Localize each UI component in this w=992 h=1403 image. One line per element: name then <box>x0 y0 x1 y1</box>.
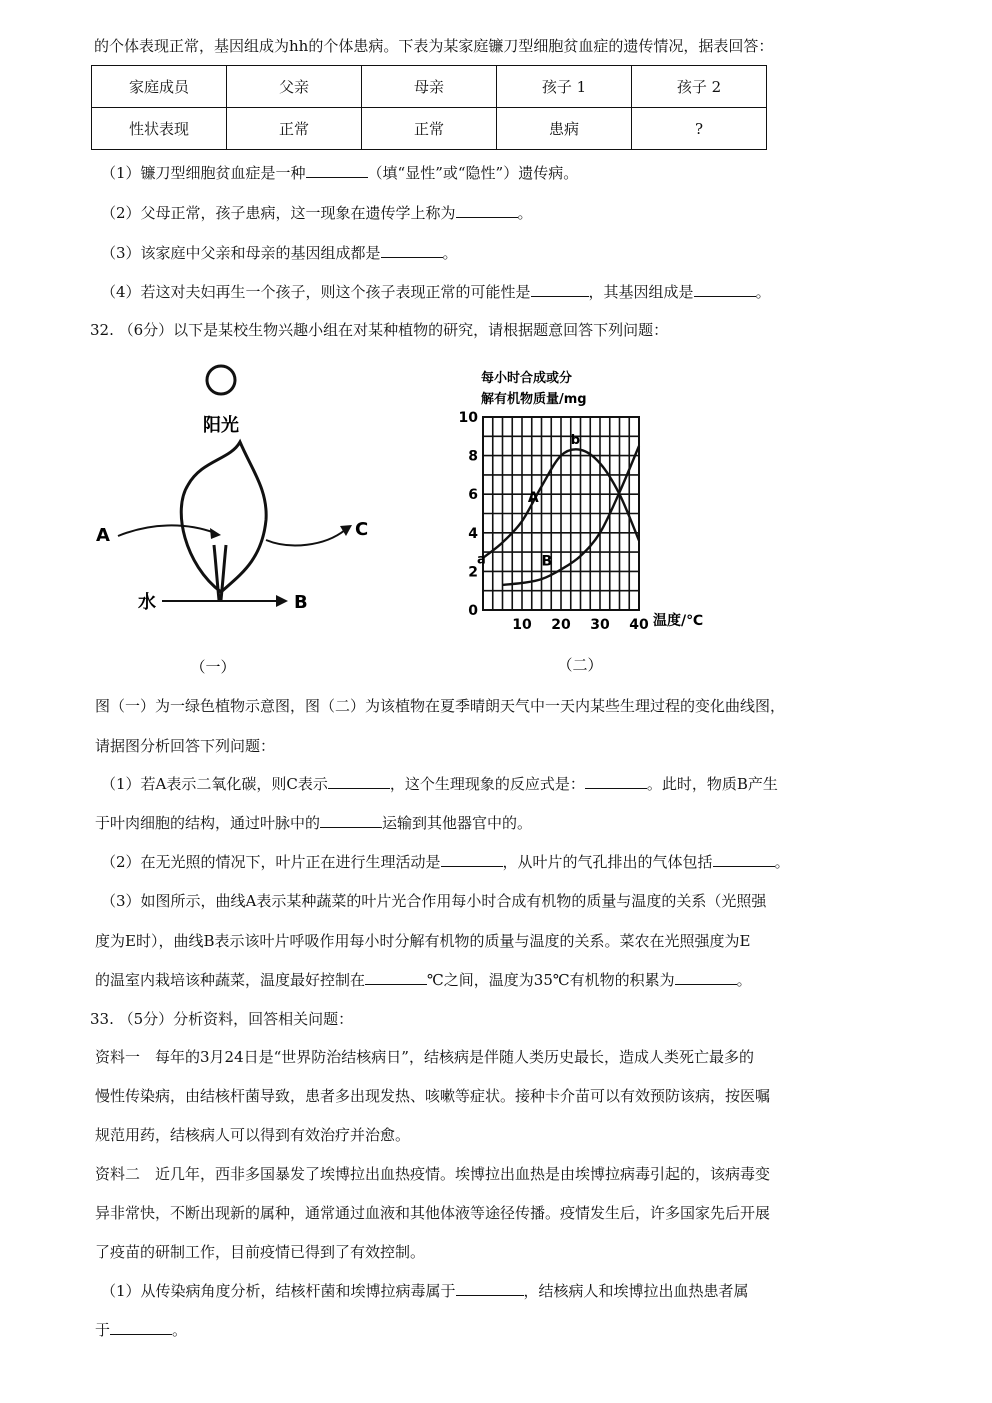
water-label: 水 <box>138 592 156 613</box>
text: 。 <box>736 971 752 989</box>
y-tick-label: 6 <box>468 487 478 504</box>
text: （2）父母正常，孩子患病，这一现象在遗传学上称为 <box>101 204 456 222</box>
text: 于叶肉细胞的结构，通过叶脉中的 <box>95 814 321 832</box>
text: ℃之间，温度为35℃有机物的积累为 <box>427 971 675 989</box>
material1-line2: 慢性传染病，由结核杆菌导致，患者多出现发热、咳嗽等症状。接种卡介苗可以有效预防该病，按医嘱 <box>95 1087 771 1105</box>
table-cell: 正常 <box>362 108 497 150</box>
q32-desc-2: 请据图分析回答下列问题： <box>95 737 276 755</box>
q32-3c <box>95 970 752 990</box>
answer-blank[interactable] <box>381 243 443 258</box>
y-tick-label: 2 <box>468 564 478 581</box>
y-axis-label-line2: 解有机物质量/mg <box>481 392 587 407</box>
text: ，从叶片的气孔排出的气体包括 <box>502 853 713 871</box>
y-tick-label: 8 <box>468 448 478 465</box>
text: 。 <box>442 244 458 262</box>
text: （4）若这对夫妇再生一个孩子，则这个孩子表现正常的可能性是 <box>101 283 531 301</box>
answer-blank[interactable] <box>585 774 647 789</box>
answer-blank[interactable] <box>531 282 589 297</box>
arrowhead <box>210 528 221 539</box>
text: 于 <box>95 1321 111 1339</box>
q31-2 <box>101 203 533 223</box>
text: （2）在无光照的情况下，叶片正在进行生理活动是 <box>101 853 441 871</box>
label-b: B <box>294 592 308 613</box>
y-tick-label: 0 <box>468 603 478 619</box>
q32-title: 32. （6分）以下是某校生物兴趣小组在对某种植物的研究，请根据题意回答下列问题： <box>90 321 669 339</box>
text: （1）从传染病角度分析，结核杆菌和埃博拉病毒属于 <box>101 1282 456 1300</box>
text: 。 <box>172 1321 188 1339</box>
q32-3b: 度为E时），曲线B表示该叶片呼吸作用每小时分解有机物的质量与温度的关系。菜农在光照强度为E <box>95 932 751 950</box>
answer-blank[interactable] <box>456 203 518 218</box>
material2-line1: 资料二 近几年，西非多国暴发了埃博拉出血热疫情。埃博拉出血热是由埃博拉病毒引起的，该病毒变 <box>95 1165 771 1183</box>
table-cell: 正常 <box>227 108 362 150</box>
q32-2 <box>101 852 790 872</box>
table-cell: 父亲 <box>227 66 362 108</box>
q31-1 <box>101 163 578 183</box>
answer-blank[interactable] <box>441 852 503 867</box>
table-row <box>92 108 767 150</box>
table-cell: 孩子 1 <box>497 66 632 108</box>
series-label: A <box>527 489 539 506</box>
q31-3 <box>101 243 458 263</box>
point-label-b: b <box>570 433 581 449</box>
figure2-caption: （二） <box>557 656 603 674</box>
q32-3a: （3）如图所示，曲线A表示某种蔬菜的叶片光合作用每小时合成有机物的质量与温度的关系（光照强 <box>101 892 767 910</box>
material1-line1: 资料一 每年的3月24日是“世界防治结核病日”，结核病是伴随人类历史最长，造成人类死亡最多的 <box>95 1048 754 1066</box>
x-tick-label: 40 <box>629 617 649 633</box>
text: （3）该家庭中父亲和母亲的基因组成都是 <box>101 244 381 262</box>
table-cell: 家庭成员 <box>92 66 227 108</box>
answer-blank[interactable] <box>110 1320 172 1335</box>
q33-1b <box>95 1320 187 1340</box>
text: 。此时，物质B产生 <box>646 775 778 793</box>
y-axis-label-line1: 每小时合成或分 <box>481 371 573 386</box>
intro-text: 的个体表现正常，基因组成为hh的个体患病。下表为某家庭镰刀型细胞贫血症的遗传情况，据表回答： <box>94 37 774 55</box>
q31-4 <box>101 282 771 302</box>
inheritance-table <box>91 65 767 150</box>
arrow-c <box>266 530 345 545</box>
label-c: C <box>355 519 369 540</box>
sun-label: 阳光 <box>203 415 239 436</box>
answer-blank[interactable] <box>365 970 427 985</box>
table-cell: 患病 <box>497 108 632 150</box>
label-a: A <box>96 525 110 546</box>
answer-blank[interactable] <box>306 163 368 178</box>
arrow-a <box>118 525 215 536</box>
q32-desc-1: 图（一）为一绿色植物示意图，图（二）为该植物在夏季晴朗天气中一天内某些生理过程的变化曲线图， <box>95 697 786 715</box>
y-tick-label: 10 <box>458 410 478 426</box>
x-axis-label: 温度/℃ <box>653 613 704 629</box>
text: ，这个生理现象的反应式是： <box>389 775 585 793</box>
arrowhead <box>276 595 288 607</box>
text: 运输到其他器官中的。 <box>382 814 533 832</box>
temperature-chart <box>445 365 725 675</box>
text: （1）若A表示二氧化碳，则C表示 <box>101 775 328 793</box>
sun-icon <box>207 366 235 394</box>
x-tick-label: 10 <box>512 617 532 633</box>
q33-1a <box>101 1281 749 1301</box>
answer-blank[interactable] <box>328 774 390 789</box>
plant-diagram <box>90 360 390 680</box>
answer-blank[interactable] <box>713 852 775 867</box>
table-cell: ? <box>632 108 767 150</box>
q32-1b <box>95 813 532 833</box>
text: （1）镰刀型细胞贫血症是一种 <box>101 164 306 182</box>
arrowhead <box>340 525 352 536</box>
table-cell: 孩子 2 <box>632 66 767 108</box>
x-tick-label: 30 <box>590 617 610 633</box>
text: （填“显性”或“隐性”）遗传病。 <box>367 164 579 182</box>
material2-line3: 了疫苗的研制工作，目前疫情已得到了有效控制。 <box>95 1243 426 1261</box>
text: 。 <box>755 283 771 301</box>
table-row <box>92 66 767 108</box>
table-cell: 母亲 <box>362 66 497 108</box>
figure1-caption: （一） <box>190 658 236 676</box>
y-tick-label: 4 <box>468 525 478 542</box>
point-label-a: a <box>477 552 486 568</box>
text: ，结核病人和埃博拉出血热患者属 <box>523 1282 749 1300</box>
text: ，其基因组成是 <box>588 283 694 301</box>
text: 。 <box>517 204 533 222</box>
q33-title: 33. （5分）分析资料，回答相关问题： <box>90 1010 354 1028</box>
answer-blank[interactable] <box>320 813 382 828</box>
table-cell: 性状表现 <box>92 108 227 150</box>
x-tick-label: 20 <box>551 617 571 633</box>
material2-line2: 异非常快，不断出现新的属种，通常通过血液和其他体液等途径传播。疫情发生后，许多国家先后开展 <box>95 1204 771 1222</box>
text: 。 <box>774 853 790 871</box>
series-label: B <box>541 553 553 570</box>
answer-blank[interactable] <box>694 282 756 297</box>
text: 的温室内栽培该种蔬菜，温度最好控制在 <box>95 971 366 989</box>
answer-blank[interactable] <box>456 1281 524 1296</box>
material1-line3: 规范用药，结核病人可以得到有效治疗并治愈。 <box>95 1126 411 1144</box>
q32-1a <box>101 774 778 794</box>
answer-blank[interactable] <box>675 970 737 985</box>
